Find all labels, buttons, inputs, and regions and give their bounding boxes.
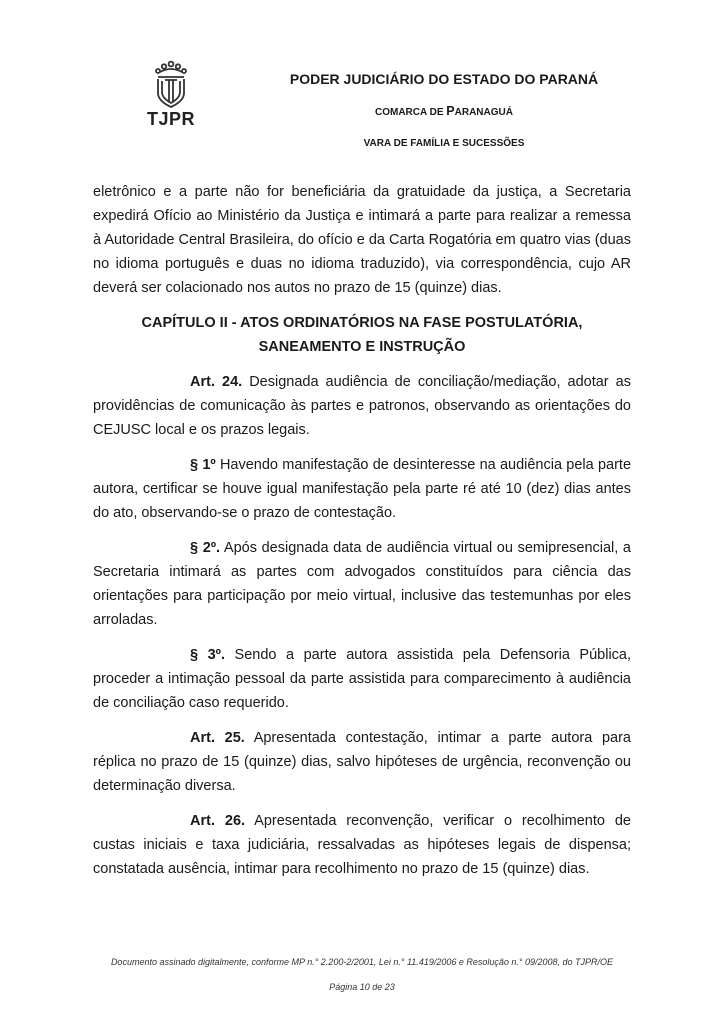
chapter-heading-line-2: SANEAMENTO E INSTRUÇÃO — [258, 339, 466, 355]
article-label: Art. 25. — [190, 730, 245, 746]
article-24-paragraph-3 — [93, 643, 631, 715]
article-label: § 1º — [190, 457, 216, 473]
comarca-heading — [214, 104, 674, 120]
vara-heading: VARA DE FAMÍLIA E SUCESSÕES — [363, 138, 525, 149]
article-24 — [93, 370, 631, 442]
tjpr-emblem-icon — [153, 60, 189, 108]
continuation-paragraph: eletrônico e a parte não for beneficiária da gratuidade da justiça, a Secretaria expedirá Ofício ao Ministério da Justiça e intimará a parte para realizar a remessa à Autoridade Central Brasileira, do ofício e da Carta Rogatória em quatro vias (duas no idioma português e duas no idioma traduzido), via correspondência, cujo AR deverá ser colacionado nos autos no prazo de 15 (quinze) dias. — [93, 184, 631, 296]
digital-signature-note: Documento assinado digitalmente, conforme MP n.° 2.200-2/2001, Lei n.° 11.419/2006 e Resolução n.° 09/2008, do TJPR/OE — [110, 957, 614, 967]
logo-text: TJPR — [146, 109, 195, 129]
tjpr-logo — [140, 60, 202, 136]
article-24-paragraph-1 — [93, 453, 631, 525]
article-25 — [93, 726, 631, 798]
comarca-prefix: COMARCA DE — [375, 107, 447, 118]
chapter-heading — [93, 311, 631, 359]
article-text: Designada audiência de conciliação/mediação, adotar as providências de comunicação às partes e patronos, observando as orientações do CEJUSC local e os prazos legais. — [93, 374, 631, 438]
article-26 — [93, 809, 631, 881]
article-text: Sendo a parte autora assistida pela Defensoria Pública, proceder a intimação pessoal da parte assistida para comparecimento à audiência de conciliação caso requerido. — [93, 647, 632, 711]
article-text: Apresentada reconvenção, verificar o recolhimento de custas iniciais e taxa judiciária, ressalvadas as hipóteses legais de dispensa; constatada ausência, intimar para recolhimento no prazo de 15 (quinze) dias. — [93, 813, 631, 877]
court-title: PODER JUDICIÁRIO DO ESTADO DO PARANÁ — [289, 71, 599, 87]
chapter-heading-line-1: CAPÍTULO II - ATOS ORDINATÓRIOS NA FASE POSTULATÓRIA, — [141, 315, 583, 331]
article-text: Apresentada contestação, intimar a parte autora para réplica no prazo de 15 (quinze) dias, salvo hipóteses de urgência, reconvenção ou determinação diversa. — [93, 730, 631, 794]
article-label: Art. 24. — [190, 374, 243, 390]
comarca-rest: ARANAGUÁ — [454, 107, 513, 118]
article-text: Havendo manifestação de desinteresse na audiência pela parte autora, certificar se houve igual manifestação pela parte ré até 10 (dez) dias antes do ato, observando-se o prazo de contestação. — [93, 457, 632, 521]
article-label: § 2º. — [190, 540, 221, 556]
document-body — [93, 180, 631, 892]
page-indicator: Página 10 de 23 — [329, 982, 395, 992]
article-text: Após designada data de audiência virtual ou semipresencial, a Secretaria intimará as partes com advogados constituídos para ciência das orientações para participação por meio virtual, inclusive das testemunhas por eles arroladas. — [93, 540, 631, 628]
article-label: § 3º. — [190, 647, 225, 663]
article-label: Art. 26. — [190, 813, 246, 829]
article-24-paragraph-2 — [93, 536, 631, 632]
comarca-initial: P — [446, 104, 455, 118]
